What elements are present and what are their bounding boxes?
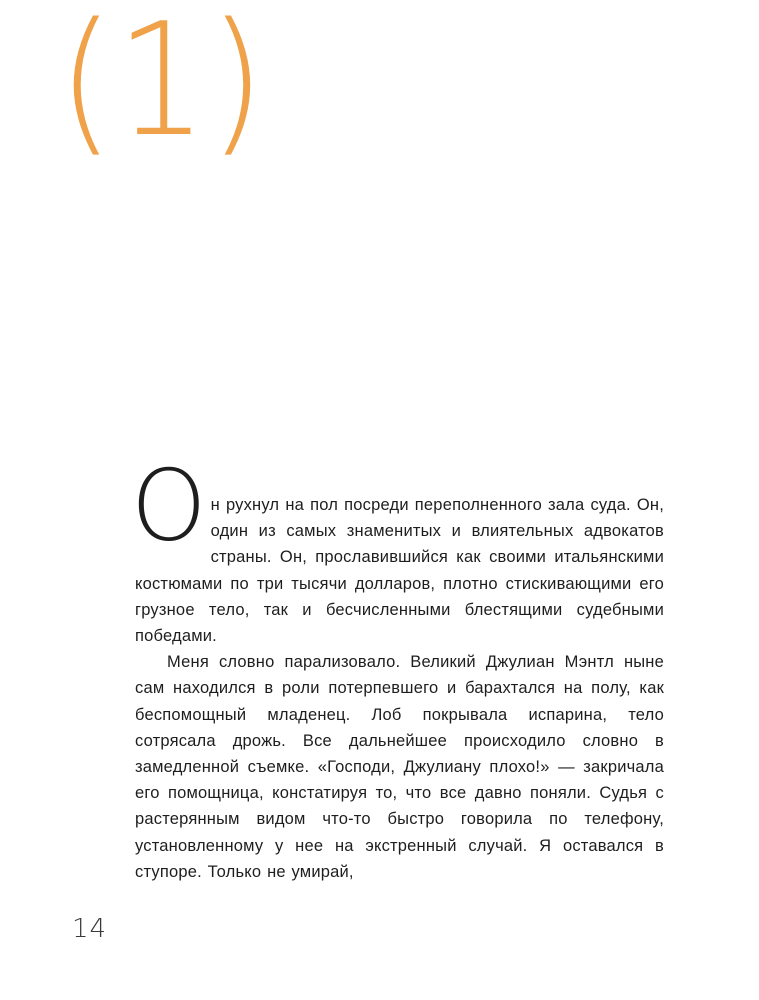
paragraph-2: Меня словно парализовало. Великий Джулиан Мэнтл ныне сам находился в роли потерпевшего и барахтался на полу, как беспомощный младенец. Лоб покрывала испарина, тело сотрясала дрожь. Все дальнейшее происходило словно в замедленной съемке. «Господи, Джулиану плохо!» — закричала его помощница, констатируя то, что все давно поняли. Судья с растерянным видом что-то быстро говорила по телефону, установленному у нее на экстренный случай. Я оставался в ступоре. Только не умирай, [135, 653, 664, 881]
paragraph-1-text: н рухнул на пол посреди переполненного зала суда. Он, один из самых знаменитых и влиятельных адвокатов страны. Он, прославившийся как своими итальянскими костюмами по три тысячи долларов, плотно стискивающими его грузное тело, так и бесчисленными блестящими судебными победами. [135, 496, 664, 646]
page-number: 14 [72, 914, 108, 944]
chapter-number: (1) [58, 0, 267, 171]
drop-cap: О [131, 448, 207, 564]
chapter-text [131, 448, 664, 885]
paragraph-1 [135, 466, 664, 649]
